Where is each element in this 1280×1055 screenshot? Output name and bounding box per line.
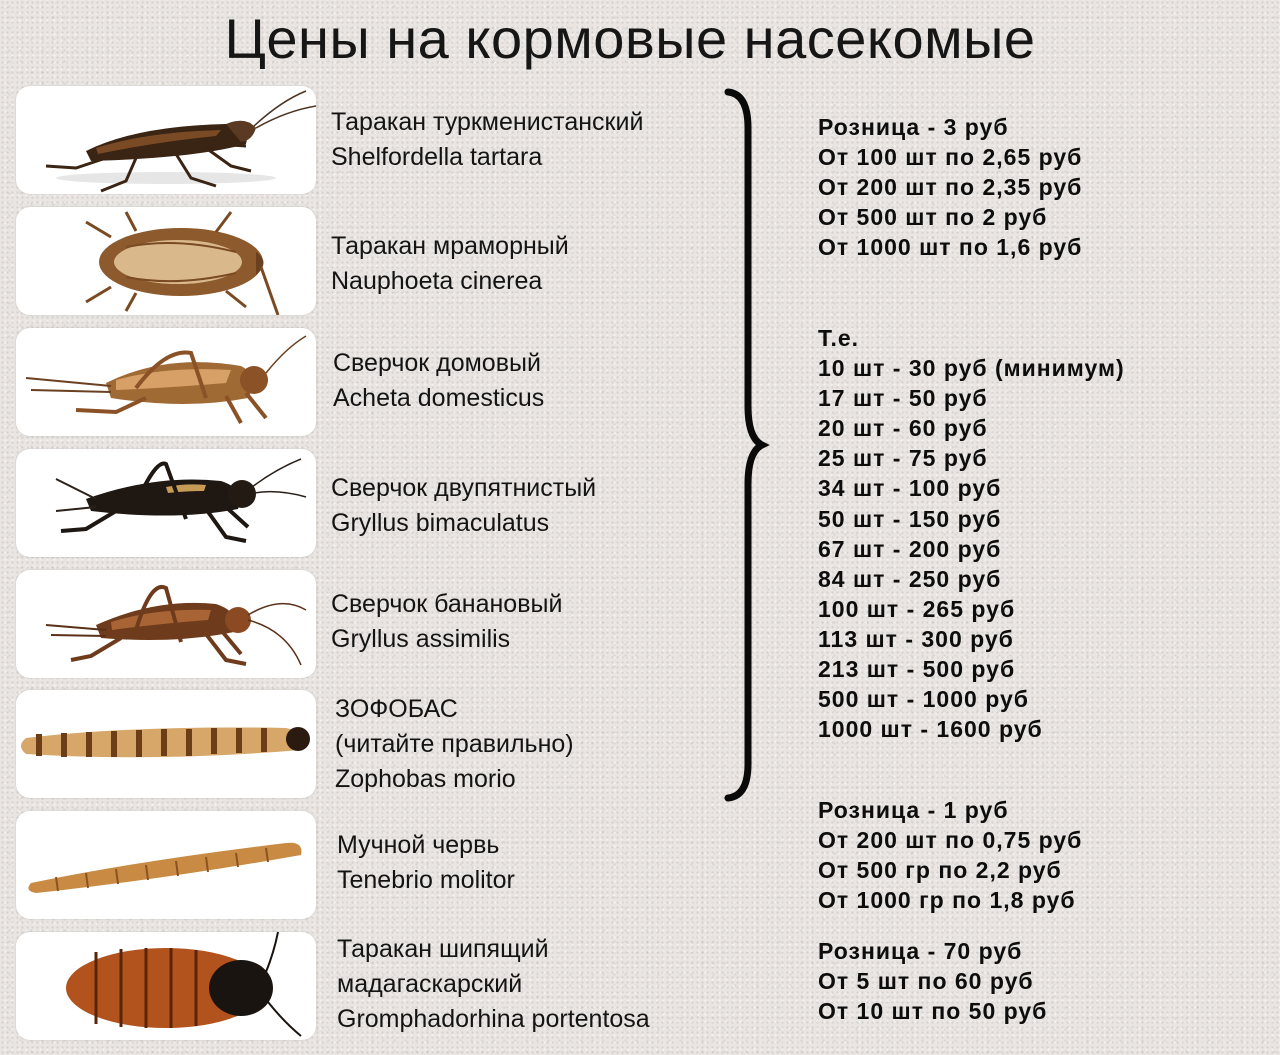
hissing-cockroach-photo	[16, 932, 316, 1040]
insect-name-3: Сверчок домовый Acheta domesticus	[333, 349, 545, 412]
price-group-1: Розница - 3 руб От 100 шт по 2,65 руб От 200 шт по 2,35 руб От 500 шт по 2 руб От 1000 шт по 1,6 руб	[818, 114, 1083, 261]
marbled-cockroach-photo	[16, 207, 316, 315]
insect-name-1: Таракан туркменистанский Shelfordella tartara	[331, 108, 644, 171]
card-hissing-cockroach	[16, 932, 316, 1040]
card-mealworm	[16, 811, 316, 919]
house-cricket-photo	[16, 328, 316, 436]
insect-name-5: Сверчок банановый Gryllus assimilis	[331, 590, 563, 653]
price-group-2: Т.е. 10 шт - 30 руб (минимум) 17 шт - 50 руб 20 шт - 60 руб 25 шт - 75 руб 34 шт - 100 руб 50 шт - 150 руб 67 шт - 200 руб 84 шт - 250 руб 100 шт - 265 руб 113 шт - 300 руб 213 шт - 500 руб 500 шт - 1000 руб 1000 шт - 1600 руб	[818, 325, 1125, 743]
insect-name-8: Таракан шипящий мадагаскарский Gromphadorhina portentosa	[337, 935, 650, 1033]
page-title: Цены на кормовые насекомые	[224, 7, 1036, 70]
insect-name-2: Таракан мраморный Nauphoeta cinerea	[331, 232, 569, 295]
banded-cricket-photo	[16, 570, 316, 678]
curly-brace-icon	[720, 88, 770, 803]
superworm-photo	[16, 690, 316, 798]
card-house-cricket	[16, 328, 316, 436]
card-banded-cricket	[16, 570, 316, 678]
two-spotted-cricket-photo	[16, 449, 316, 557]
card-marbled-cockroach	[16, 207, 316, 315]
card-two-spotted-cricket	[16, 449, 316, 557]
turkestan-cockroach-photo	[16, 86, 316, 194]
mealworm-photo	[16, 811, 316, 919]
card-turkestan-cockroach	[16, 86, 316, 194]
price-group-4: Розница - 70 руб От 5 шт по 60 руб От 10 шт по 50 руб	[818, 938, 1048, 1025]
insect-name-4: Сверчок двупятнистый Gryllus bimaculatus	[331, 474, 597, 537]
insect-name-7: Мучной червь Tenebrio molitor	[337, 831, 515, 894]
card-superworm	[16, 690, 316, 798]
price-group-3: Розница - 1 руб От 200 шт по 0,75 руб От 500 гр по 2,2 руб От 1000 гр по 1,8 руб	[818, 797, 1083, 914]
insect-name-6: ЗОФОБАС (читайте правильно) Zophobas morio	[335, 695, 574, 793]
